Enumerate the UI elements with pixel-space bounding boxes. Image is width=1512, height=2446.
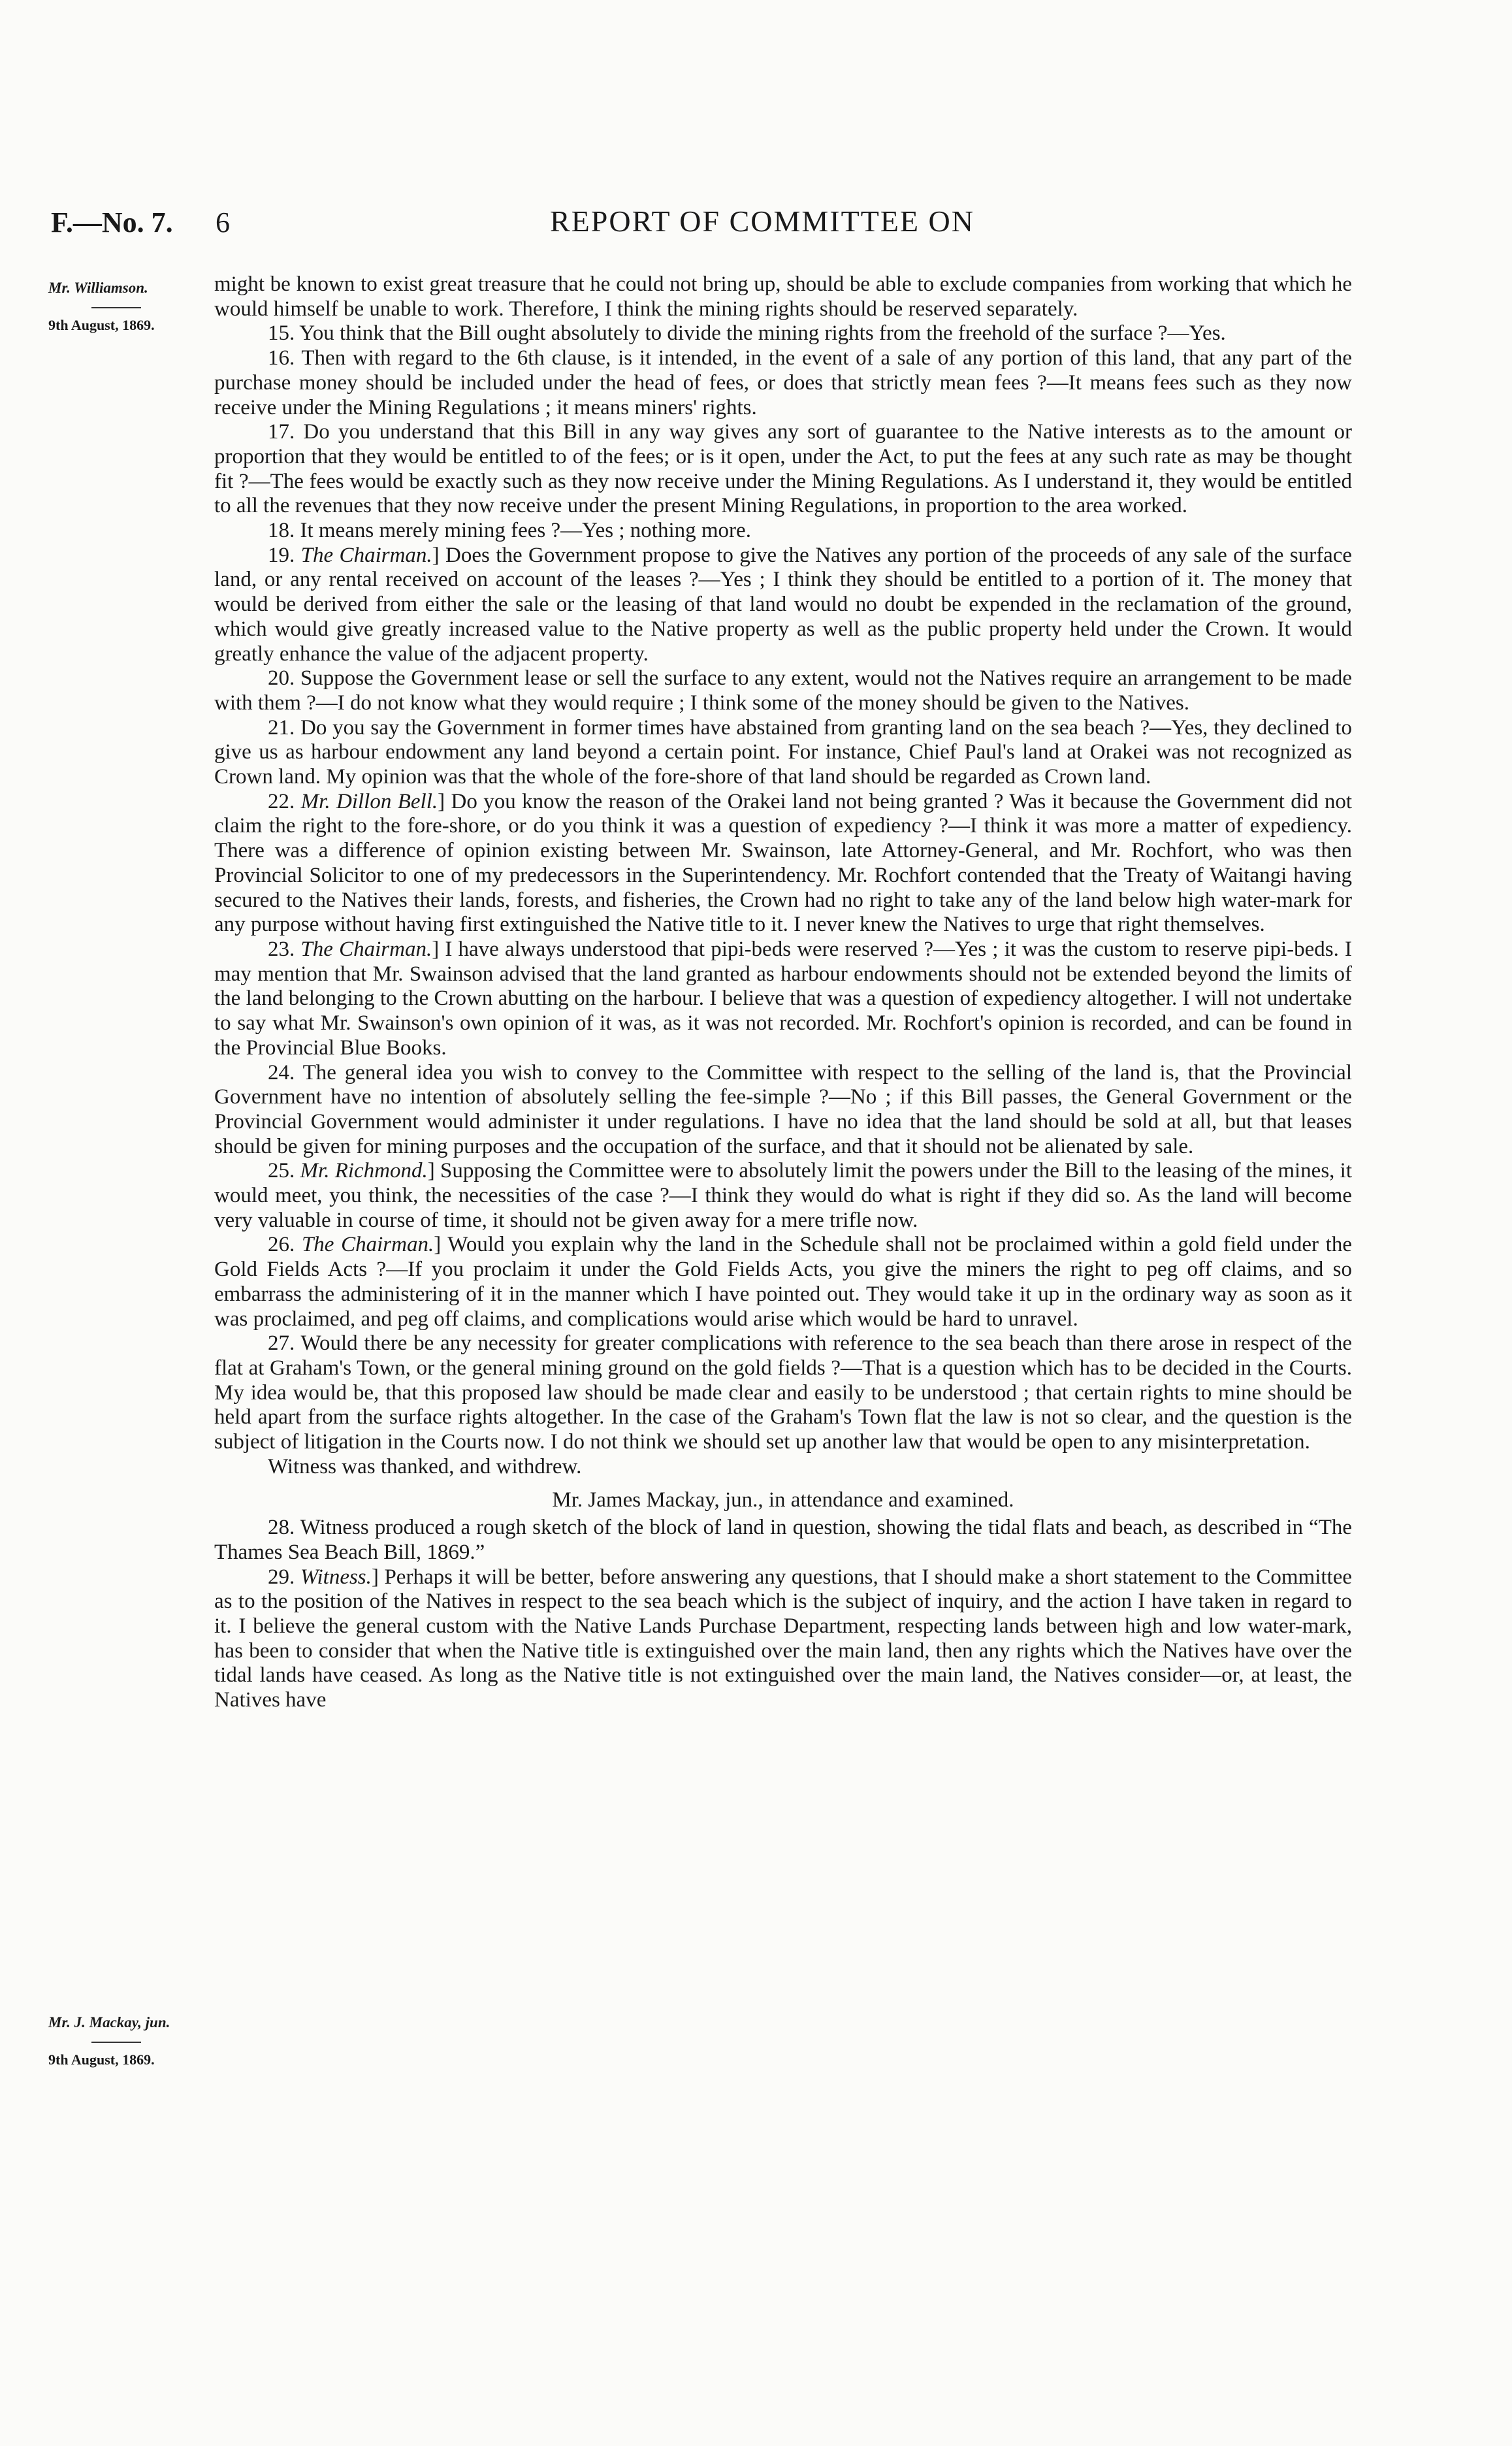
paragraph-text: ] I have always understood that pipi-beds were reserved ?—Yes ; it was the custom to reserve pipi-beds. I may mention that Mr. Swainson advised that the land granted as harbour endowments should not be extended beyond the limits of the land belonging to the Crown abutting on the harbour. I believe that was a question of expediency altogether. I will not undertake to say what Mr. Swainson's own opinion of it was, as it was not recorded. Mr. Rochfort's opinion is recorded, and can be found in the Provincial Blue Books. [214,937,1353,1060]
speaker-name: Witness. [300,1565,372,1589]
paragraph: 20. Suppose the Government lease or sell the surface to any extent, would not the Natives require an arrangement to be made with them ?—I do not know what they would require ; I think some of the money should be given to the Natives. [214,666,1352,715]
speaker-name: The Chairman. [300,937,432,961]
paragraph: 27. Would there be any necessity for greater complications with reference to the sea beach than there arose in respect of the flat at Graham's Town, or the general mining ground on the gold fields ?—That is a question which has to be decided in the Courts. My idea would be, that this proposed law should be made clear and easily to be understood ; that certain rights to mine should be held apart from the surface rights altogether. In the case of the Graham's Town flat the law is not so clear, and the question is the subject of litigation in the Courts now. I do not think we should set up another law that would be open to any misinterpretation. [214,1331,1352,1454]
document-body [214,272,1352,1713]
paragraph [214,1159,1352,1233]
margin-witness-name: Mr. J. Mackay, jun. [48,2014,170,2030]
paragraph: Witness was thanked, and withdrew. [268,1454,582,1478]
paragraph: 21. Do you say the Government in former times have abstained from granting land on the sea beach ?—Yes, they declined to give us as harbour endowment any land beyond a certain point. For instance, Chief Paul's land at Orakei was not recognized as Crown land. My opinion was that the whole of the fore-shore of that land should be regarded as Crown land. [214,715,1352,789]
paragraph [214,1565,1352,1713]
paragraph [214,544,1352,667]
paragraph: 24. The general idea you wish to convey to the Committee with respect to the selling of the land is, that the Provincial Government have no intention of absolutely selling the fee-simple ?—No ; if this Bill passes, the General Government or the Provincial Government would administer it under regulations. I have no idea that the land should be sold at all, but that leases should be given for mining purposes and the occupation of the surface, and that it should not be alienated by sale. [214,1060,1352,1158]
paragraph [214,790,1352,938]
paragraph [214,938,1352,1061]
speaker-name: The Chairman. [300,543,432,567]
section-heading: Mr. James Mackay, jun., in attendance and examined. [552,1488,1014,1512]
question-number: 19. [268,543,301,567]
paragraph: 17. Do you understand that this Bill in any way gives any sort of guarantee to the Native interests as to the amount or proportion that they would be entitled to of the fees; or is it open, under the Act, to put the fees at any such rate as may be thought fit ?—The fees would be exactly such as they now receive under the Mining Regulations. As I understand it, they would be entitled to all the revenues that they now receive under the present Mining Regulations, in proportion to the area worked. [214,420,1352,518]
paragraph: 28. Witness produced a rough sketch of the block of land in question, showing the tidal flats and beach, as described in “The Thames Sea Beach Bill, 1869.” [214,1516,1352,1564]
paragraph-text: ] Supposing the Committee were to absolutely limit the powers under the Bill to the leasing of the mines, it would meet, you think, the necessities of the case ?—I think they would do what is right if they did so. As the land will become very valuable in course of time, it should not be given away for a mere trifle now. [214,1159,1353,1232]
paragraph-text: ] Perhaps it will be better, before answering any questions, that I should make a short statement to the Committee as to the position of the Natives in respect to the sea beach which is the subject of inquiry, and the action I have taken in regard to it. I believe the general custom with the Native Lands Purchase Department, respecting lands between high and low water-mark, has been to consider that when the Native title is extinguished over the main land, then any rights which the Natives have over the tidal lands have ceased. As long as the Native title is not extinguished over the main land, the Natives consider—or, at least, the Natives have [214,1565,1353,1712]
question-number: 23. [268,937,301,961]
margin-date: 9th August, 1869. [48,2051,155,2068]
question-number: 29. [268,1565,300,1589]
paragraph-text: ] Would you explain why the land in the Schedule shall not be proclaimed within a gold field under the Gold Fields Acts ?—If you proclaim it under the Gold Fields Acts, you give the miners the right to peg off claims, and so embarrass the administering of it in the manner which I have pointed out. They would take it up in the ordinary way as soon as it was proclaimed, and peg off claims, and complications would arise which would be hard to unravel. [214,1233,1353,1331]
paragraph-text: ] Do you know the reason of the Orakei land not being granted ? Was it because the Government did not claim the right to the fore-shore, or do you think it was a question of expediency ?—I think it was more a matter of expediency. There was a difference of opinion existing between Mr. Swainson, late Attorney-General, and Mr. Rochfort, who was then Provincial Solicitor to one of my predecessors in the Superintendency. Mr. Rochfort contended that the Treaty of Waitangi having secured to the Natives their lands, forests, and fisheries, the Crown had no right to take any of the land below high water-mark for any purpose without having first extinguished the Native title to it. I never knew the Natives to urge that right themselves. [214,789,1353,937]
question-number: 26. [268,1233,302,1257]
paragraph: 16. Then with regard to the 6th clause, is it intended, in the event of a sale of any portion of this land, that any part of the purchase money should be included under the head of fees, or does that strictly mean fees ?—It means fees such as they now receive under the Mining Regulations ; it means miners' rights. [214,346,1352,419]
header-code: F.—No. 7. [51,206,173,238]
question-number: 25. [268,1159,300,1183]
speaker-name: The Chairman. [301,1233,434,1257]
speaker-name: Mr. Richmond. [300,1159,428,1183]
paragraph-text: ] Does the Government propose to give the Natives any portion of the proceeds of any sale of the surface land, or any rental received on account of the leases ?—Yes ; I think they should be entitled to a portion of it. The money that would be derived from either the sale or the leasing of that land would no doubt be expended in the reclamation of the ground, which would give greatly increased value to the Native property as well as the public property held under the Crown. It would greatly enhance the value of the adjacent property. [214,543,1353,666]
margin-rule [91,307,141,308]
paragraph [214,1233,1352,1331]
page-title: REPORT OF COMMITTEE ON [550,204,974,238]
question-number: 22. [268,789,301,813]
paragraph: might be known to exist great treasure that he could not bring up, should be able to exclude companies from working that which he would himself be unable to work. Therefore, I think the mining rights should be reserved separately. [214,272,1352,321]
margin-witness-name: Mr. Williamson. [48,280,148,296]
paragraph: 15. You think that the Bill ought absolutely to divide the mining rights from the freehold of the surface ?—Yes. [268,321,1226,346]
margin-date: 9th August, 1869. [48,317,155,333]
speaker-name: Mr. Dillon Bell. [300,789,438,813]
margin-rule [91,2042,141,2043]
paragraph: 18. It means merely mining fees ?—Yes ; nothing more. [268,519,751,543]
page-number: 6 [216,206,230,238]
